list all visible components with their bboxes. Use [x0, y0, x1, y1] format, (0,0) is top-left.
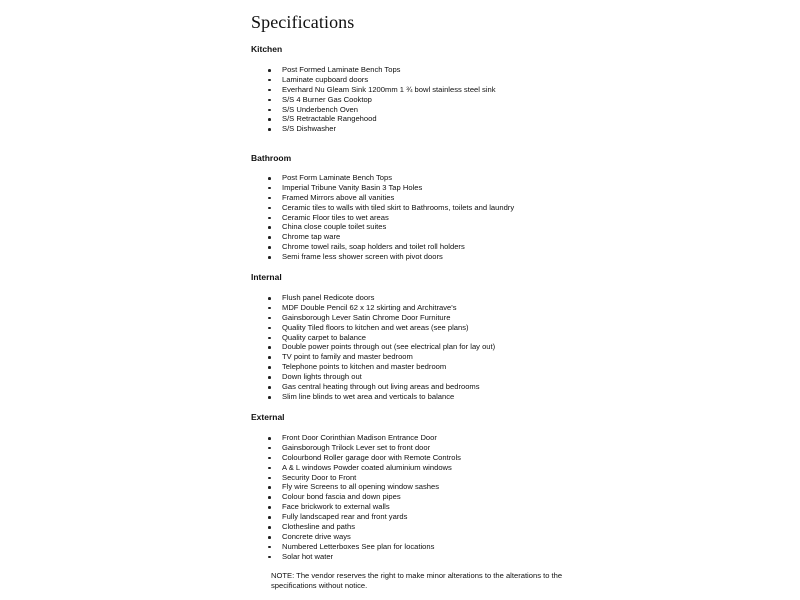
list-item-text: S/S Dishwasher — [282, 124, 337, 134]
bullet-icon — [268, 506, 271, 509]
bullet-icon — [268, 546, 271, 549]
bullet-icon — [268, 346, 271, 349]
section-heading: External — [251, 412, 285, 422]
list-item — [251, 352, 495, 362]
list-item — [251, 105, 496, 115]
list-item — [251, 542, 461, 552]
list-item — [251, 213, 514, 223]
bullet-icon — [268, 337, 271, 340]
bullet-icon — [268, 217, 271, 220]
list-item — [251, 65, 496, 75]
list-item — [251, 372, 495, 382]
list-item-text: Post Formed Laminate Bench Tops — [282, 65, 401, 74]
internal-list — [251, 293, 495, 402]
bullet-icon — [268, 317, 271, 320]
list-item — [251, 193, 514, 203]
list-item — [251, 392, 495, 402]
list-item-text: Quality Tiled floors to kitchen and wet areas (see plans) — [282, 322, 469, 332]
bullet-icon — [268, 396, 271, 399]
list-item-text: Telephone points to kitchen and master bedroom — [282, 362, 447, 372]
list-item — [251, 453, 461, 463]
bullet-icon — [268, 187, 271, 190]
section-heading: Bathroom — [251, 153, 292, 163]
bullet-icon — [268, 526, 271, 529]
bullet-icon — [268, 467, 271, 470]
bullet-icon — [268, 207, 271, 210]
list-item-text: S/S Retractable Rangehood — [282, 114, 377, 124]
list-item — [251, 124, 496, 134]
list-item — [251, 242, 514, 252]
bullet-icon — [268, 327, 271, 330]
bullet-icon — [268, 556, 271, 559]
bullet-icon — [268, 356, 271, 359]
bullet-icon — [268, 109, 271, 112]
bullet-icon — [268, 177, 271, 180]
list-item — [251, 313, 495, 323]
list-item-text: Face brickwork to external walls — [282, 502, 390, 512]
list-item-text: Front Door Corinthian Madison Entrance Door — [282, 433, 437, 442]
bullet-icon — [268, 486, 271, 489]
list-item-text: S/S Underbench Oven — [282, 104, 358, 114]
bullet-icon — [268, 236, 271, 239]
list-item — [251, 95, 496, 105]
list-item — [251, 473, 461, 483]
bullet-icon — [268, 366, 271, 369]
list-item-text: Post Form Laminate Bench Tops — [282, 173, 393, 182]
list-item — [251, 114, 496, 124]
page-title: Specifications — [251, 12, 355, 32]
list-item-text: Fly wire Screens to all opening window sashes — [282, 482, 440, 492]
list-item — [251, 443, 461, 453]
section-bathroom — [251, 153, 514, 262]
list-item — [251, 85, 496, 95]
bullet-icon — [268, 256, 271, 259]
kitchen-list — [251, 65, 496, 134]
section-heading: Internal — [251, 272, 282, 282]
list-item-text: A & L windows Powder coated aluminium windows — [282, 462, 452, 472]
list-item — [251, 75, 496, 85]
list-item-text: Chrome tap ware — [282, 232, 341, 242]
list-item-text: Down lights through out — [282, 372, 362, 382]
list-item-text: Everhard Nu Gleam Sink 1200mm 1 ¾ bowl stainless steel sink — [282, 84, 496, 94]
list-item — [251, 252, 514, 262]
bullet-icon — [268, 197, 271, 200]
section-kitchen — [251, 44, 496, 134]
bullet-icon — [268, 457, 271, 460]
list-item-text: Gainsborough Lever Satin Chrome Door Furniture — [282, 312, 451, 322]
list-item — [251, 173, 514, 183]
bullet-icon — [268, 246, 271, 249]
list-item-text: Framed Mirrors above all vanities — [282, 192, 395, 202]
list-item-text: Gas central heating through out living areas and bedrooms — [282, 382, 480, 392]
section-external — [251, 412, 461, 562]
list-item — [251, 222, 514, 232]
list-item — [251, 333, 495, 343]
bullet-icon — [268, 447, 271, 450]
bullet-icon — [268, 477, 271, 480]
list-item — [251, 342, 495, 352]
list-item — [251, 433, 461, 443]
list-item-text: Chrome towel rails, soap holders and toilet roll holders — [282, 242, 465, 252]
bullet-icon — [268, 79, 271, 82]
list-item-text: Gainsborough Trilock Lever set to front door — [282, 442, 431, 452]
bullet-icon — [268, 128, 271, 131]
list-item — [251, 183, 514, 193]
list-item-text: Colour bond fascia and down pipes — [282, 492, 401, 502]
list-item-text: Slim line blinds to wet area and verticals to balance — [282, 391, 455, 401]
list-item-text: Ceramic Floor tiles to wet areas — [282, 212, 389, 222]
bullet-icon — [268, 99, 271, 102]
list-item — [251, 522, 461, 532]
list-item — [251, 293, 495, 303]
list-item-text: Fully landscaped rear and front yards — [282, 512, 408, 522]
list-item — [251, 203, 514, 213]
list-item-text: Flush panel Redicote doors — [282, 293, 375, 302]
list-item — [251, 512, 461, 522]
list-item-text: Solar hot water — [282, 551, 334, 561]
list-item-text: Quality carpet to balance — [282, 332, 367, 342]
list-item-text: Concrete drive ways — [282, 531, 351, 541]
list-item-text: Imperial Tribune Vanity Basin 3 Tap Holes — [282, 182, 423, 192]
list-item — [251, 382, 495, 392]
list-item — [251, 362, 495, 372]
list-item-text: Double power points through out (see electrical plan for lay out) — [282, 342, 496, 352]
bullet-icon — [268, 89, 271, 92]
section-heading: Kitchen — [251, 44, 283, 54]
bullet-icon — [268, 118, 271, 121]
list-item-text: Clothesline and paths — [282, 522, 356, 532]
list-item — [251, 492, 461, 502]
list-item — [251, 552, 461, 562]
bullet-icon — [268, 307, 271, 310]
list-item-text: Ceramic tiles to walls with tiled skirt to Bathrooms, toilets and laundry — [282, 202, 515, 212]
list-item — [251, 232, 514, 242]
bullet-icon — [268, 297, 271, 300]
list-item-text: Numbered Letterboxes See plan for locations — [282, 541, 435, 551]
section-internal — [251, 272, 495, 402]
list-item-text: Semi frame less shower screen with pivot doors — [282, 252, 443, 262]
list-item-text: MDF Double Pencil 62 x 12 skirting and Architrave's — [282, 302, 457, 312]
list-item — [251, 463, 461, 473]
list-item — [251, 323, 495, 333]
list-item-text: TV point to family and master bedroom — [282, 352, 413, 362]
list-item-text: Laminate cupboard doors — [282, 74, 369, 84]
bullet-icon — [268, 376, 271, 379]
list-item — [251, 303, 495, 313]
vendor-note: NOTE: The vendor reserves the right to make minor alterations to the alterations to the specifications without notice. — [271, 571, 563, 590]
list-item — [251, 482, 461, 492]
list-item — [251, 502, 461, 512]
bullet-icon — [268, 69, 271, 72]
bullet-icon — [268, 386, 271, 389]
bullet-icon — [268, 516, 271, 519]
list-item — [251, 532, 461, 542]
external-list — [251, 433, 461, 562]
list-item-text: China close couple toilet suites — [282, 222, 387, 232]
bullet-icon — [268, 536, 271, 539]
bathroom-list — [251, 173, 514, 262]
bullet-icon — [268, 437, 271, 440]
list-item-text: Security Door to Front — [282, 472, 357, 482]
list-item-text: S/S 4 Burner Gas Cooktop — [282, 94, 372, 104]
list-item-text: Colourbond Roller garage door with Remote Controls — [282, 452, 461, 462]
bullet-icon — [268, 226, 271, 229]
bullet-icon — [268, 496, 271, 499]
